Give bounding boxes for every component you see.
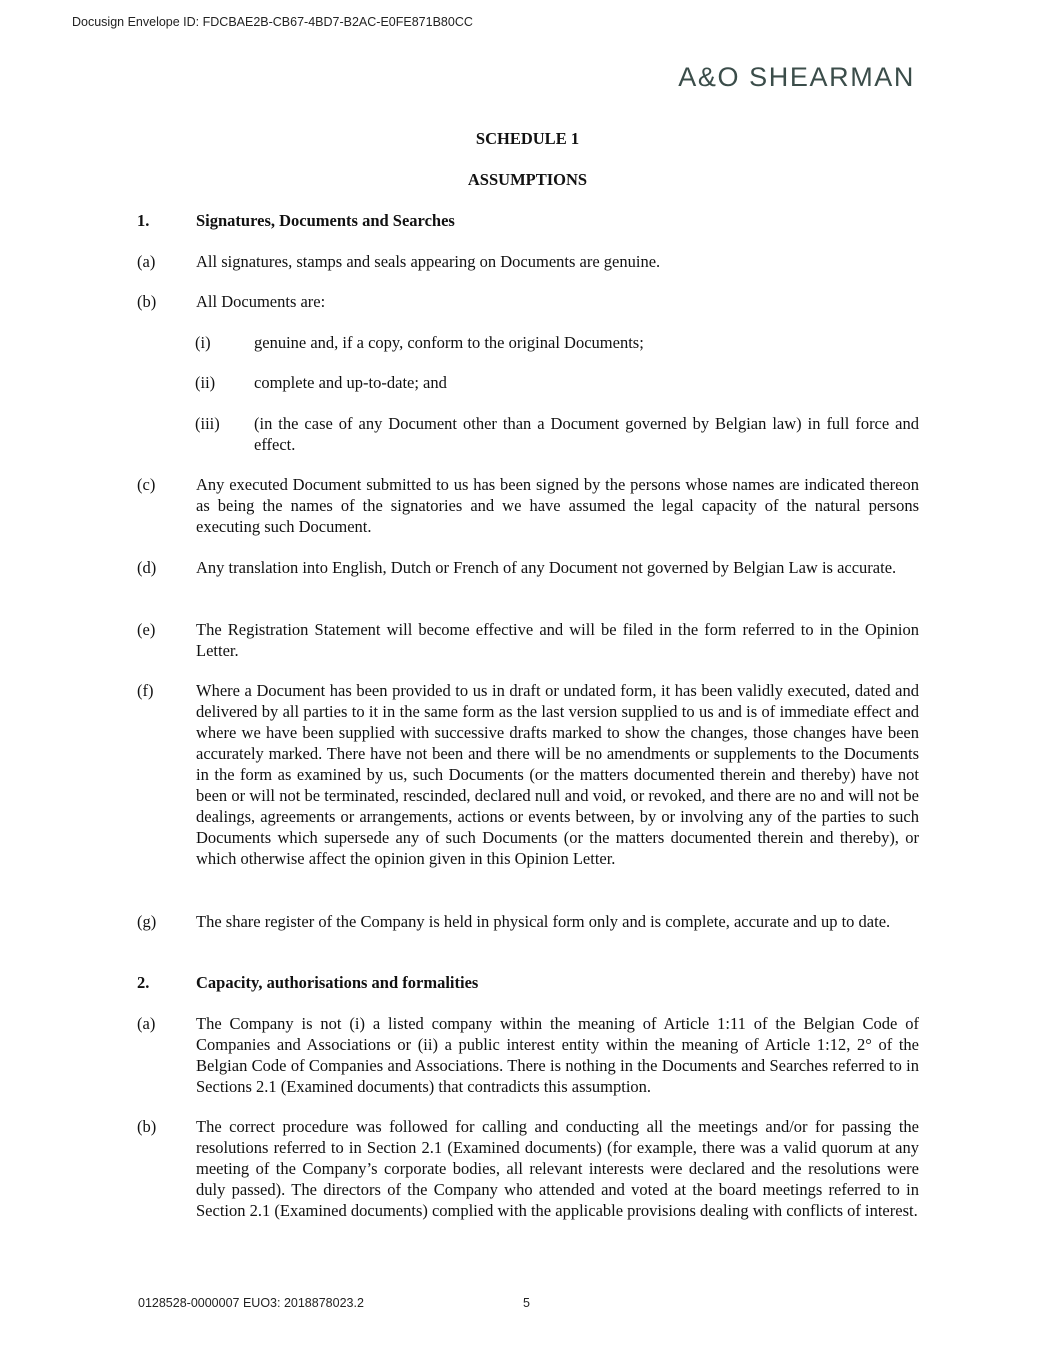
schedule-subtitle: ASSUMPTIONS bbox=[467, 170, 588, 189]
subclause-text: genuine and, if a copy, conform to the original Documents; bbox=[254, 333, 644, 352]
subclause-text: complete and up-to-date; and bbox=[254, 373, 447, 392]
clause-1e bbox=[137, 619, 919, 661]
clause-2b bbox=[137, 1116, 919, 1221]
clause-1b bbox=[137, 291, 919, 312]
docusign-envelope-id: Docusign Envelope ID: FDCBAE2B-CB67-4BD7-B2AC-E0FE871B80CC bbox=[72, 15, 473, 29]
clause-label: (d) bbox=[137, 558, 157, 577]
clause-text: The Registration Statement will become effective and will be filed in the form referred to in the Opinion Letter. bbox=[196, 620, 919, 660]
clause-1b-ii bbox=[195, 372, 919, 393]
clause-1b-i bbox=[195, 332, 919, 353]
clause-text: The share register of the Company is held in physical form only and is complete, accurate and up to date. bbox=[196, 912, 891, 931]
clause-1a bbox=[137, 251, 919, 272]
section-number: 2. bbox=[137, 973, 150, 992]
footer-doc-reference: 0128528-0000007 EUO3: 2018878023.2 bbox=[138, 1296, 364, 1310]
clause-1g bbox=[137, 911, 919, 932]
subclause-label: (i) bbox=[195, 333, 211, 352]
clause-text: The correct procedure was followed for calling and conducting all the meetings and/or for passing the resolutions referred to in Section 2.1 (Examined documents) (for example, there was a valid quorum at any meeting of the Company’s corporate bodies, all relevant interests were declared and the resolutions were duly passed). The directors of the Company who attended and voted at the board meetings referred to in Section 2.1 (Examined documents) complied with the applicable provisions dealing with conflicts of interest. bbox=[196, 1117, 919, 1220]
footer-page-number: 5 bbox=[523, 1296, 530, 1310]
firm-logo: A&O SHEARMAN bbox=[678, 62, 915, 92]
clause-1b-iii bbox=[195, 413, 919, 455]
clause-label: (b) bbox=[137, 1117, 157, 1136]
clause-text: All Documents are: bbox=[196, 292, 326, 311]
clause-label: (a) bbox=[137, 1014, 156, 1033]
clause-text: The Company is not (i) a listed company within the meaning of Article 1:11 of the Belgian Code of Companies and Associations or (ii) a public interest entity within the meaning of Article 1:12, 2° of the Belgian Code of Companies and Associations. There is nothing in the Documents and Searches referred to in Sections 2.1 (Examined documents) that contradicts this assumption. bbox=[196, 1014, 919, 1096]
clause-label: (b) bbox=[137, 292, 157, 311]
section-title: Capacity, authorisations and formalities bbox=[196, 973, 479, 992]
clause-text: All signatures, stamps and seals appearing on Documents are genuine. bbox=[196, 252, 661, 271]
clause-text: Where a Document has been provided to us in draft or undated form, it has been validly executed, dated and delivered by all parties to it in the same form as the last version supplied to us and is of immediate effect and where we have been supplied with successive drafts marked to show the changes, those changes have been accurately marked. There have not been and there will be no amendments or supplements to the Documents in the form as examined by us, such Documents (or the matters documented therein and thereby) have not been or will not be terminated, rescinded, declared null and void, or revoked, and there are no and will not be dealings, agreements or arrangements, actions or events between, by or involving any of the parties to such Documents which supersede any of such Documents (or the matters documented therein and thereby), or which otherwise affect the opinion given in this Opinion Letter. bbox=[196, 681, 919, 868]
clause-1f bbox=[137, 680, 919, 869]
clause-1c bbox=[137, 474, 919, 537]
clause-text: Any translation into English, Dutch or French of any Document not governed by Belgian Law is accurate. bbox=[196, 558, 897, 577]
subclause-label: (ii) bbox=[195, 373, 216, 392]
clause-label: (e) bbox=[137, 620, 156, 639]
subclause-label: (iii) bbox=[195, 414, 220, 433]
clause-1d bbox=[137, 557, 919, 578]
section-title: Signatures, Documents and Searches bbox=[196, 211, 455, 230]
schedule-title: SCHEDULE 1 bbox=[475, 129, 580, 148]
clause-text: Any executed Document submitted to us has been signed by the persons whose names are indicated thereon as being the names of the signatories and we have assumed the legal capacity of the natural persons executing such Document. bbox=[196, 475, 919, 536]
clause-label: (a) bbox=[137, 252, 156, 271]
clause-label: (f) bbox=[137, 681, 154, 700]
clause-2a bbox=[137, 1013, 919, 1097]
subclause-text: (in the case of any Document other than a Document governed by Belgian law) in full force and effect. bbox=[254, 414, 919, 454]
clause-label: (g) bbox=[137, 912, 157, 931]
section-number: 1. bbox=[137, 211, 150, 230]
clause-label: (c) bbox=[137, 475, 156, 494]
